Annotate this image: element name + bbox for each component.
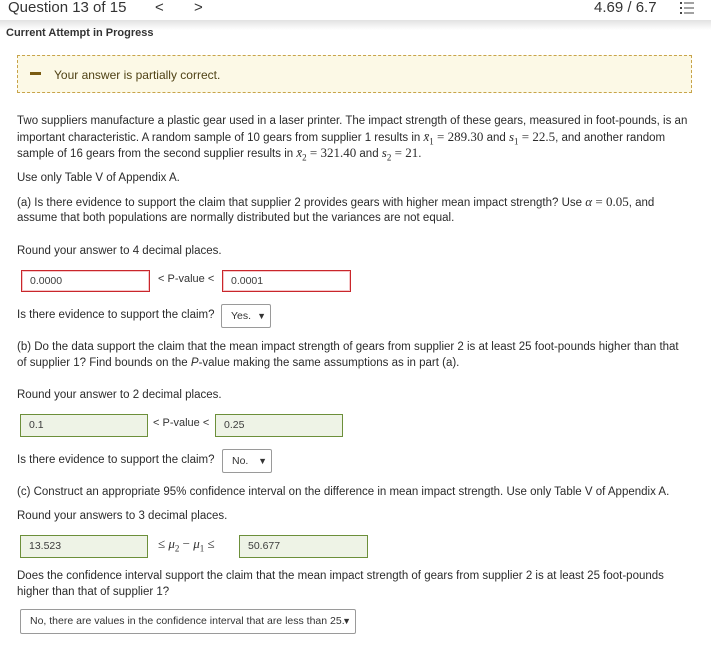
part-c-question: (c) Construct an appropriate 95% confidence interval on the difference in mean impact strength. Use only Table V of Appendix A. [17,486,670,498]
part-a-question-1: (a) Is there evidence to support the claim that supplier 2 provides gears with higher mean impact strength? Use α = 0.05, and [17,194,655,209]
interval-expression: ≤ $\mu_2 - \mu_1$ ≤ [158,536,215,554]
part-b-evidence-question: Is there evidence to support the claim? [17,454,215,466]
part-a-evidence-question: Is there evidence to support the claim? [17,309,215,321]
part-b-pvalue-label: < P-value < [153,417,210,429]
part-a-evidence-select[interactable]: Yes. ▼ [221,304,271,328]
next-question-button[interactable]: > [194,0,203,16]
part-b-evidence-select[interactable]: No. ▼ [222,449,272,473]
problem-line-1: Two suppliers manufacture a plastic gear used in a laser printer. The impact strength of these gears, measured in foot-pounds, is an [17,115,688,127]
part-c-upper-bound-input[interactable]: 50.677 [239,535,368,558]
part-a-round-note: Round your answer to 4 decimal places. [17,245,222,257]
part-b-upper-bound-input[interactable]: 0.25 [215,414,343,437]
x2-value: 321.40 [320,145,357,160]
s2-value: 21 [405,145,419,160]
part-a-lower-bound-input[interactable]: 0.0000 [21,270,150,292]
part-c-round-note: Round your answers to 3 decimal places. [17,510,228,522]
part-b-round-note: Round your answer to 2 decimal places. [17,389,222,401]
alpha-value: 0.05 [605,194,629,209]
question-title: Question 13 of 15 [8,0,127,16]
previous-question-button[interactable]: < [155,0,164,16]
part-c-support-question-1: Does the confidence interval support the claim that the mean impact strength of gears from supplier 2 is at least 25 foot-pounds [17,570,664,582]
part-b-question-2: of supplier 1? Find bounds on the P-value making the same assumptions as in part (a). [17,357,460,369]
part-b-question-1: (b) Do the data support the claim that the mean impact strength of gears from supplier 2 is at least 25 foot-pounds higher than that [17,341,679,353]
x1-value: 289.30 [447,129,484,144]
problem-line-2: important characteristic. A random sample of 10 gears from supplier 1 results in $x̄_1 = 289.30$ and $s_1 = 22.5$, and another random [17,129,666,147]
feedback-banner [17,55,692,93]
partial-correct-icon [30,72,41,75]
part-c-lower-bound-input[interactable]: 13.523 [20,535,148,558]
attempt-status: Current Attempt in Progress [6,27,154,39]
problem-line-3: sample of 16 gears from the second supplier results in $x̄_2 = 321.40$ and $s_2 = 21$. [17,145,422,163]
part-c-support-question-2: higher than that of supplier 1? [17,586,170,598]
list-icon[interactable] [679,0,695,16]
part-a-pvalue-label: < P-value < [158,273,215,285]
score: 4.69 / 6.7 [594,0,657,16]
chevron-down-icon: ▼ [342,616,351,626]
part-c-support-select[interactable]: No, there are values in the confidence interval that are less than 25. ▼ [20,609,356,634]
part-a-question-2: assume that both populations are normally distributed but the variances are not equal. [17,212,455,224]
part-b-lower-bound-input[interactable]: 0.1 [20,414,148,437]
top-bar [0,0,711,22]
part-a-upper-bound-input[interactable]: 0.0001 [222,270,351,292]
table-note: Use only Table V of Appendix A. [17,172,180,184]
s1-value: 22.5 [532,129,556,144]
chevron-down-icon: ▼ [258,456,267,466]
feedback-message: Your answer is partially correct. [54,68,221,82]
chevron-down-icon: ▼ [257,311,266,321]
